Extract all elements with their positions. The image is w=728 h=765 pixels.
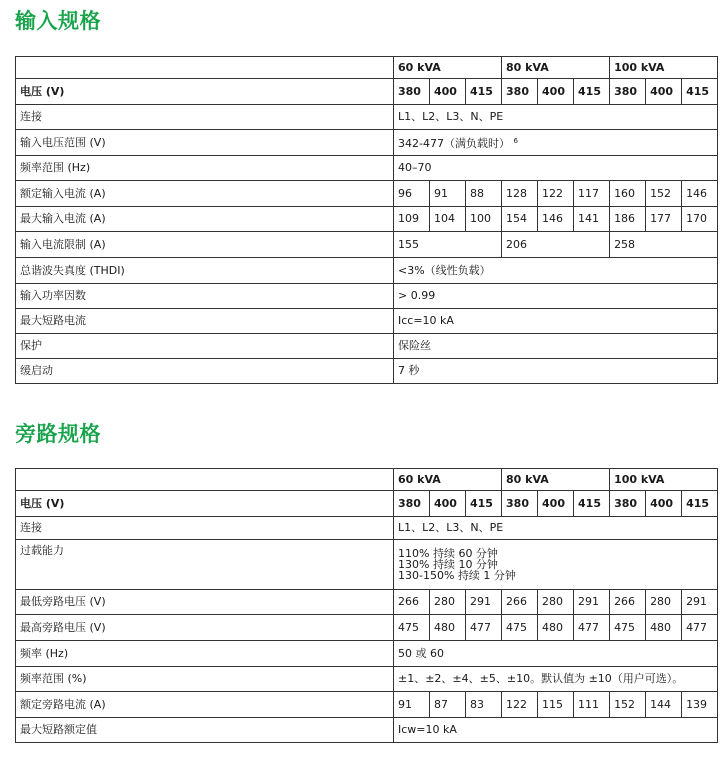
row-value: Icc=10 kA [394, 309, 718, 334]
voltage-cell: 415 [466, 491, 502, 517]
value-cell: 87 [430, 692, 466, 718]
power-header: 60 kVA [394, 469, 502, 491]
table-row [16, 540, 718, 590]
value-cell: 258 [610, 232, 718, 258]
bypass-spec-title: 旁路规格 [15, 422, 101, 446]
value-cell: 91 [394, 692, 430, 718]
value-cell: 91 [430, 181, 466, 207]
value-cell: 266 [394, 590, 430, 615]
power-header: 80 kVA [502, 469, 610, 491]
value-cell: 88 [466, 181, 502, 207]
row-label: 输入功率因数 [16, 284, 394, 309]
row-label: 额定旁路电流 (A) [16, 692, 394, 718]
table-row [16, 517, 718, 540]
table-row [16, 207, 718, 232]
row-label: 最低旁路电压 (V) [16, 590, 394, 615]
voltage-cell: 380 [502, 79, 538, 105]
row-label: 过载能力 [16, 540, 394, 590]
table-row [16, 641, 718, 667]
value-cell: 152 [610, 692, 646, 718]
value-cell: 170 [682, 207, 718, 232]
value-cell: 109 [394, 207, 430, 232]
row-label: 最大输入电流 (A) [16, 207, 394, 232]
overload-line: 110% 持续 60 分钟 [398, 547, 498, 560]
table-row [16, 232, 718, 258]
voltage-cell: 400 [430, 491, 466, 517]
voltage-cell: 380 [394, 79, 430, 105]
row-value [394, 130, 718, 156]
row-label: 连接 [16, 517, 394, 540]
row-label: 输入电流限制 (A) [16, 232, 394, 258]
table-row [16, 692, 718, 718]
value-cell: 122 [502, 692, 538, 718]
value-cell: 475 [394, 615, 430, 641]
table-row [16, 57, 718, 79]
table-row [16, 309, 718, 334]
table-row [16, 130, 718, 156]
value-cell: 186 [610, 207, 646, 232]
voltage-cell: 415 [574, 79, 610, 105]
row-label: 最高旁路电压 (V) [16, 615, 394, 641]
value-cell: 96 [394, 181, 430, 207]
value-cell: 266 [610, 590, 646, 615]
row-label: 连接 [16, 105, 394, 130]
value-cell: 122 [538, 181, 574, 207]
value-cell: 146 [682, 181, 718, 207]
value-cell: 480 [646, 615, 682, 641]
value-cell: 146 [538, 207, 574, 232]
table-row [16, 615, 718, 641]
table-row [16, 334, 718, 359]
overload-line: 130% 持续 10 分钟 [398, 558, 498, 571]
voltage-cell: 400 [646, 491, 682, 517]
table-row [16, 79, 718, 105]
value-cell: 266 [502, 590, 538, 615]
overload-line: 130-150% 持续 1 分钟 [398, 569, 516, 582]
value-cell: 475 [610, 615, 646, 641]
blank-header-cell [16, 57, 394, 79]
voltage-cell: 400 [430, 79, 466, 105]
value-cell: 206 [502, 232, 610, 258]
value-cell: 104 [430, 207, 466, 232]
power-header: 60 kVA [394, 57, 502, 79]
value-cell: 291 [574, 590, 610, 615]
blank-header-cell [16, 469, 394, 491]
value-cell: 144 [646, 692, 682, 718]
row-label: 输入电压范围 (V) [16, 130, 394, 156]
value-cell: 117 [574, 181, 610, 207]
row-label: 保护 [16, 334, 394, 359]
table-row [16, 667, 718, 692]
row-value: ±1、±2、±4、±5、±10。默认值为 ±10（用户可选）。 [394, 667, 718, 692]
value-cell: 291 [682, 590, 718, 615]
input-spec-table [15, 56, 718, 384]
voltage-cell: 415 [466, 79, 502, 105]
value-cell: 115 [538, 692, 574, 718]
table-row [16, 590, 718, 615]
voltage-cell: 380 [610, 491, 646, 517]
value-cell: 177 [646, 207, 682, 232]
value-cell: 141 [574, 207, 610, 232]
value-cell: 477 [574, 615, 610, 641]
voltage-cell: 380 [394, 491, 430, 517]
row-label: 电压 (V) [16, 491, 394, 517]
row-value: <3%（线性负载） [394, 258, 718, 284]
voltage-cell: 380 [610, 79, 646, 105]
row-value: 40–70 [394, 156, 718, 181]
table-row [16, 359, 718, 384]
row-label: 额定输入电流 (A) [16, 181, 394, 207]
voltage-cell: 400 [538, 491, 574, 517]
value-cell: 139 [682, 692, 718, 718]
row-value: 50 或 60 [394, 641, 718, 667]
row-value [394, 540, 718, 590]
value-cell: 475 [502, 615, 538, 641]
row-label: 最大短路电流 [16, 309, 394, 334]
value-cell: 280 [430, 590, 466, 615]
value-cell: 291 [466, 590, 502, 615]
value-cell: 477 [682, 615, 718, 641]
power-header: 100 kVA [610, 469, 718, 491]
value-cell: 477 [466, 615, 502, 641]
voltage-cell: 415 [682, 79, 718, 105]
value-cell: 128 [502, 181, 538, 207]
value-cell: 480 [430, 615, 466, 641]
row-label: 频率 (Hz) [16, 641, 394, 667]
value-cell: 83 [466, 692, 502, 718]
voltage-cell: 415 [574, 491, 610, 517]
voltage-cell: 400 [646, 79, 682, 105]
table-row [16, 258, 718, 284]
value-cell: 480 [538, 615, 574, 641]
footnote-marker: 6 [513, 137, 518, 145]
voltage-range-value: 342-477（满负载时） [398, 137, 510, 150]
row-value: > 0.99 [394, 284, 718, 309]
row-value: L1、L2、L3、N、PE [394, 517, 718, 540]
row-label: 频率范围 (Hz) [16, 156, 394, 181]
table-row [16, 718, 718, 743]
table-row [16, 469, 718, 491]
value-cell: 152 [646, 181, 682, 207]
voltage-cell: 380 [502, 491, 538, 517]
row-value: 7 秒 [394, 359, 718, 384]
power-header: 80 kVA [502, 57, 610, 79]
input-spec-title: 输入规格 [15, 9, 101, 33]
table-row [16, 156, 718, 181]
voltage-cell: 400 [538, 79, 574, 105]
row-label: 缓启动 [16, 359, 394, 384]
row-value: Icw=10 kA [394, 718, 718, 743]
voltage-cell: 415 [682, 491, 718, 517]
table-row [16, 181, 718, 207]
power-header: 100 kVA [610, 57, 718, 79]
value-cell: 155 [394, 232, 502, 258]
value-cell: 280 [538, 590, 574, 615]
row-label: 总谐波失真度 (THDI) [16, 258, 394, 284]
bypass-spec-table [15, 468, 718, 743]
table-row [16, 491, 718, 517]
row-label: 最大短路额定值 [16, 718, 394, 743]
value-cell: 280 [646, 590, 682, 615]
table-row [16, 105, 718, 130]
table-row [16, 284, 718, 309]
value-cell: 154 [502, 207, 538, 232]
value-cell: 160 [610, 181, 646, 207]
row-label: 频率范围 (%) [16, 667, 394, 692]
row-value: 保险丝 [394, 334, 718, 359]
row-value: L1、L2、L3、N、PE [394, 105, 718, 130]
row-label: 电压 (V) [16, 79, 394, 105]
value-cell: 100 [466, 207, 502, 232]
value-cell: 111 [574, 692, 610, 718]
